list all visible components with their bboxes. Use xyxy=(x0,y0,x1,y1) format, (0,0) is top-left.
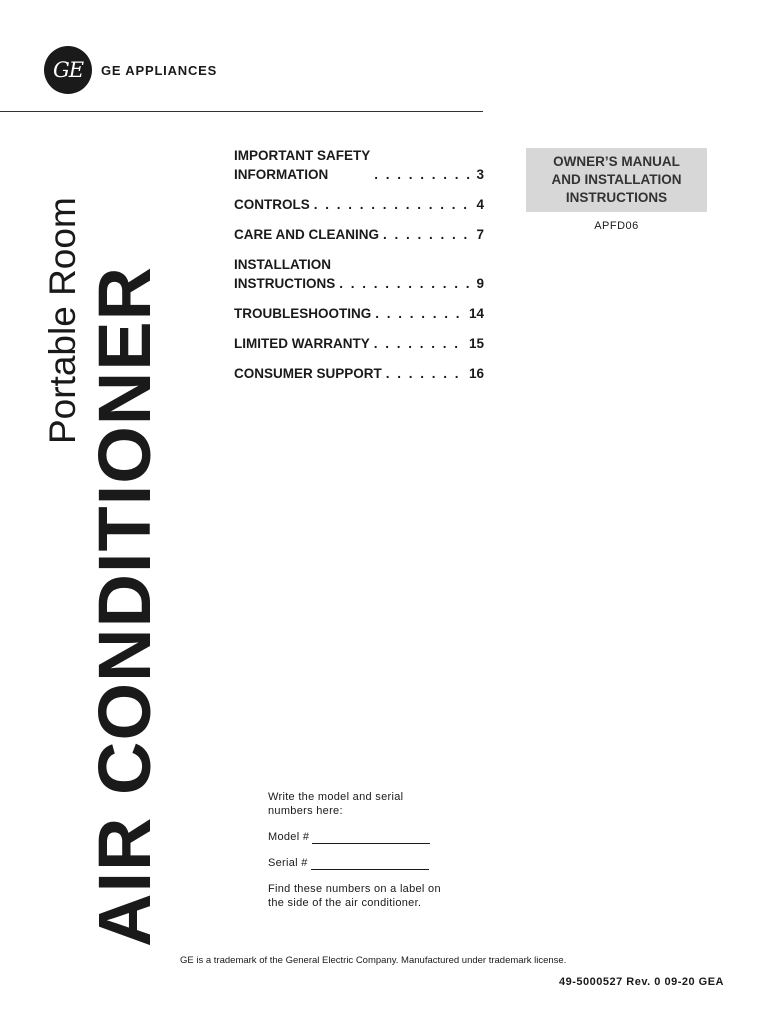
model-code: APFD06 xyxy=(594,220,639,232)
brand-name: GE APPLIANCES xyxy=(101,63,218,78)
toc-page: 16 xyxy=(468,366,484,381)
model-number-label: Model # xyxy=(268,831,310,843)
toc-label: TROUBLESHOOTING xyxy=(234,306,372,321)
record-note: Find these numbers on a label on the side of the air conditioner. xyxy=(268,883,441,909)
toc-leader xyxy=(374,334,465,353)
toc-label: CARE AND CLEANING xyxy=(234,227,379,242)
serial-number-blank xyxy=(311,858,429,870)
toc-leader xyxy=(375,304,465,323)
toc-leader xyxy=(374,165,472,184)
toc-label: IMPORTANT SAFETY INFORMATION xyxy=(234,148,371,182)
toc-page: 9 xyxy=(476,276,484,291)
ge-logo xyxy=(44,46,92,94)
toc-page: 15 xyxy=(468,336,484,351)
model-serial-record xyxy=(268,790,488,910)
cover-subtitle-text: Portable Room xyxy=(42,197,83,444)
toc-page: 7 xyxy=(476,227,484,242)
toc-entry-care[interactable] xyxy=(234,225,484,244)
cover-title xyxy=(83,145,166,947)
toc-entry-support[interactable] xyxy=(234,364,484,383)
toc-entry-warranty[interactable] xyxy=(234,334,484,353)
toc-entry-installation[interactable] xyxy=(234,255,484,293)
toc-leader xyxy=(314,195,473,214)
cover-subtitle xyxy=(44,148,82,444)
manual-type-title: OWNER’S MANUAL AND INSTALLATION INSTRUCTIONS xyxy=(551,154,682,205)
toc-label: CONTROLS xyxy=(234,197,310,212)
toc-leader xyxy=(383,225,472,244)
table-of-contents xyxy=(234,146,484,394)
toc-page: 4 xyxy=(476,197,484,212)
serial-number-label: Serial # xyxy=(268,857,308,869)
ge-logo-monogram: GE xyxy=(52,58,84,82)
header-divider xyxy=(0,111,483,112)
toc-entry-troubleshooting[interactable] xyxy=(234,304,484,323)
toc-entry-controls[interactable] xyxy=(234,195,484,214)
toc-page: 14 xyxy=(468,306,484,321)
toc-entry-safety[interactable] xyxy=(234,146,484,184)
toc-label: CONSUMER SUPPORT xyxy=(234,366,382,381)
manual-type-box xyxy=(526,148,707,212)
serial-number-field xyxy=(268,856,488,870)
toc-page: 3 xyxy=(476,167,484,182)
cover-title-text: AIR CONDITIONER xyxy=(83,266,166,947)
model-number-blank xyxy=(312,832,430,844)
trademark-notice: GE is a trademark of the General Electric Company. Manufactured under trademark license. xyxy=(180,955,567,966)
toc-leader xyxy=(339,274,472,293)
toc-label: LIMITED WARRANTY xyxy=(234,336,370,351)
record-intro: Write the model and serial numbers here: xyxy=(268,791,404,817)
toc-leader xyxy=(386,364,465,383)
document-number: 49-5000527 Rev. 0 09-20 GEA xyxy=(559,976,724,988)
toc-label: INSTALLATION INSTRUCTIONS xyxy=(234,257,336,291)
model-number-field xyxy=(268,830,488,844)
